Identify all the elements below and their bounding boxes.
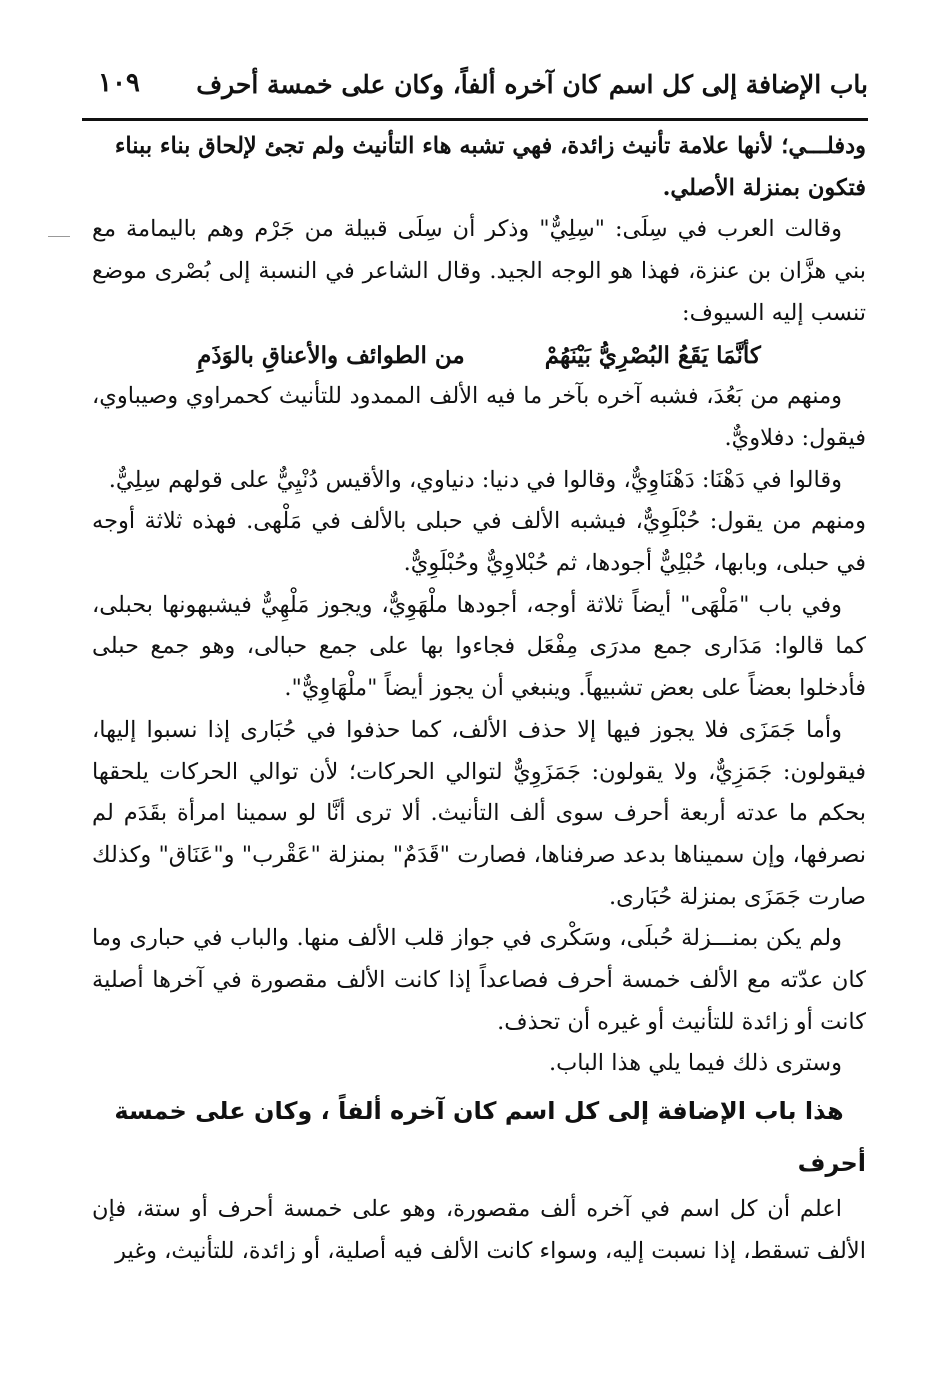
section-heading: هذا باب الإضافة إلى كل اسم كان آخره ألفاً ، وكان على خمسة أحرف <box>114 1097 866 1178</box>
section-paragraph-1: اعلم أن كل اسم في آخره ألف مقصورة، وهو على خمسة أحرف أو ستة، فإن الألف تسقط، إذا نسبت إليه، وسواء كانت الألف فيه أصلية، أو زائدة، للتأنيث، وغير <box>92 1196 866 1264</box>
paragraph-9: وسترى ذلك فيما يلي هذا الباب. <box>548 1050 842 1077</box>
paragraph-3: ومنهم من بَعُدَ، فشبه آخره بآخر ما فيه الألف الممدود للتأنيث كحمراوي وصيباوي، فيقول: دفلاويٌّ. <box>92 383 866 451</box>
paragraph-8: ولم يكن بمنـــزلة حُبلَى، وسَكْرى في جواز قلب الألف منها. والباب في حبارى وما كان عدّته مع الألف خمسة أحرف فصاعداً إذا كانت الألف مقصورة في آخرها أصلية كانت أو زائدة للتأنيث أو غيره أن تحذف. <box>92 925 866 1035</box>
paragraph-2: وقالت العرب في سِلَى: "سِلِيٌّ" وذكر أن سِلَى قبيلة من جَرْم وهم باليمامة مع بني هزَّان بن عنزة، فهذا هو الوجه الجيد. وقال الشاعر في النسبة إلى بُصْرى موضع تنسب إليه السيوف: <box>92 216 866 326</box>
header-rule <box>82 118 868 121</box>
running-header-title: باب الإضافة إلى كل اسم كان آخره ألفاً، وكان على خمسة أحرف <box>196 70 868 99</box>
page-number: ١٠٩ <box>98 68 140 98</box>
paragraph-5: ومنهم من يقول: حُبْلَوِيٌّ، فيشبه الألف في حبلى بالألف في مَلْهى. فهذه ثلاثة أوجه في حبلى، وبابها، حُبْلِيٌّ أجودها، ثم حُبْلاوِيٌّ وحُبْلَوِيٌّ. <box>92 508 866 577</box>
paragraph-4: وقالوا في دَهْنَا: دَهْنَاوِيٌّ، وقالوا في دنيا: دنياوي، والأقيس دُنْيِيٌّ على قولهم سِلِيٌّ. <box>108 466 842 493</box>
paragraph-1-line-1: ودفلـــي؛ لأنها علامة تأنيث زائدة، فهي تشبه هاء التأنيث ولم تجئ لإلحاق بناء ببناء <box>114 133 866 159</box>
paragraph-1-line-2: فتكون بمنزلة الأصلي. <box>662 174 866 201</box>
page-body <box>92 126 866 1273</box>
verse-second-hemistich: من الطوائف والأعناقِ بالوَذَمِ <box>197 341 465 369</box>
margin-mark <box>48 236 70 237</box>
paragraph-7: وأما جَمَزَى فلا يجوز فيها إلا حذف الألف، كما حذفوا في حُبَارى إذا نسبوا إليها، فيقولون: جَمَزِيٌّ، ولا يقولون: جَمَزَوِيٌّ لتوالي الحركات؛ لأن توالي الحركات يلحقها بحكم ما عدته أربعة أحرف سوى ألف التأنيث. ألا ترى أنَّا لو سمينا امرأة بقَدَم لم نصرفها، وإن سميناها بدعد صرفناها، فصارت "قَدَمٌ" بمنزلة "عَقْرب" و"عَنَاق" وكذلك صارت جَمَزَى بمنزلة حُبَارى. <box>92 716 866 910</box>
poetry-verse <box>92 335 866 377</box>
paragraph-6: وفي باب "مَلْهَى" أيضاً ثلاثة أوجه، أجودها ملْهَوِيٌّ، ويجوز مَلْهِيٌّ فيشبهونها بحبلى، كما قالوا: مَدَارى جمع مدرَى مِفْعَل فجاءوا بها على جمع حبالى، وهو جمع حبلى فأدخلوا بعضاً على بعض تشبيهاً. وينبغي أن يجوز أيضاً "ملْهَاوِيٌّ". <box>92 591 866 702</box>
running-header <box>98 66 868 110</box>
verse-first-hemistich: كأنَّمَا يَقَعُ البُصْرِيُّ بَيْنَهُمْ <box>544 341 761 369</box>
